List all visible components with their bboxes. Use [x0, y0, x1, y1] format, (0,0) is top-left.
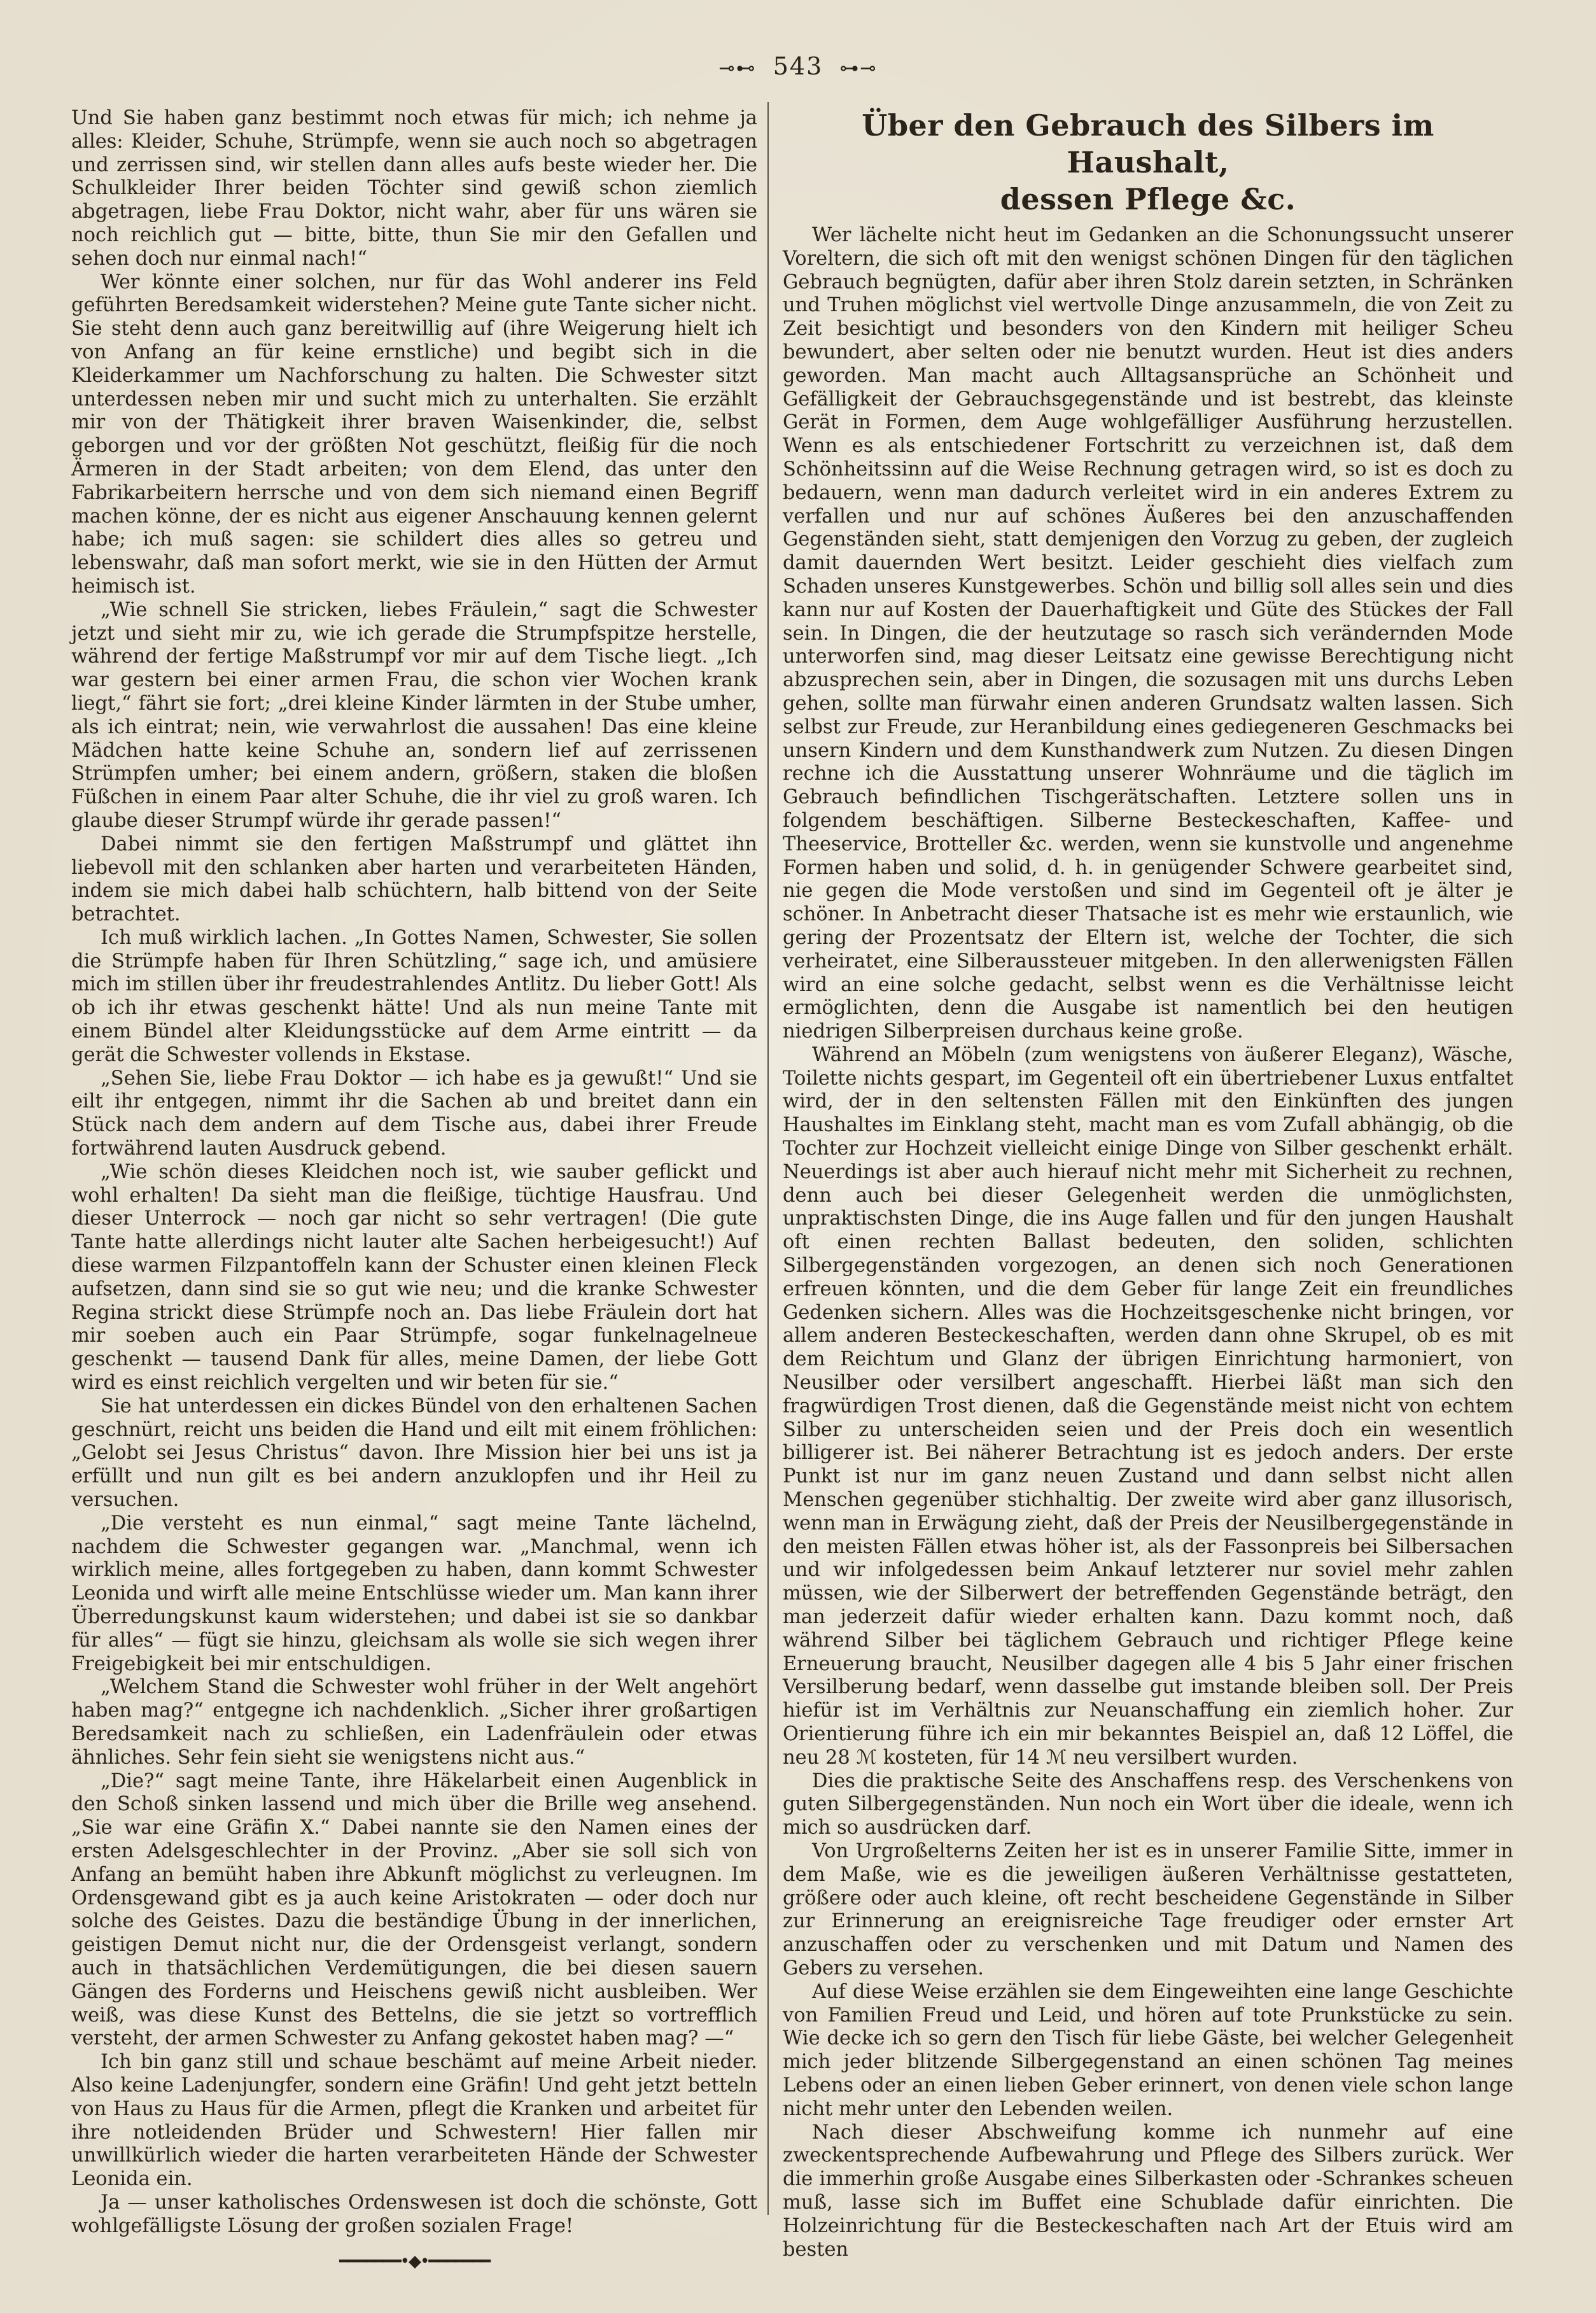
right-ornament-icon: ⊶⊸ — [839, 57, 878, 80]
paragraph: „Welchem Stand die Schwester wohl früher in der Welt angehört haben mag?“ entgegne ich nachdenklich. „Sicher ihrer großartigen Beredsamkeit nach zu schließen, ein Ladenfräulein oder etwas ähnliches. Sehr fein sieht sie wenigstens nicht aus.“ — [71, 1676, 757, 1769]
paragraph: „Wie schnell Sie stricken, liebes Fräulein,“ sagt die Schwester jetzt und sieht mir zu, wie ich gerade die Strumpfspitze herstelle, während der fertige Maßstrumpf vor mir auf dem Tische liegt. „Ich war gestern bei einer armen Frau, die schon vier Wochen krank liegt,“ fährt sie fort; „drei kleine Kinder lärmten in der Stube umher, als ich eintrat; nein, wie verwahrlost die aussahen! Das eine kleine Mädchen hatte keine Schuhe an, sondern lief auf zerrissenen Strümpfen umher; bei einem andern, größern, staken die bloßen Füßchen in einem Paar alter Schuhe, die ihr viel zu groß waren. Ich glaube dieser Strumpf würde ihr gerade passen!“ — [71, 598, 757, 832]
paragraph: Dies die praktische Seite des Anschaffens resp. des Verschenkens von guten Silbergegenständen. Nun noch ein Wort über die ideale, wenn ich mich so ausdrücken darf. — [783, 1769, 1513, 1839]
column-divider — [767, 102, 769, 2215]
page-header — [0, 52, 1596, 80]
paragraph: Wer könnte einer solchen, nur für das Wohl anderer ins Feld geführten Beredsamkeit widerstehen? Meine gute Tante sicher nicht. Sie steht denn auch ganz bereitwillig auf (ihre Weigerung hielt ich von Anfang an für keine ernstliche) und begibt sich in die Kleiderkammer um Nachforschung zu halten. Die Schwester sitzt unterdessen neben mir und sucht mich zu unterhalten. Sie erzählt mir von der Thätigkeit ihrer braven Waisenkinder, die, selbst geborgen und vor der größten Not geschützt, fleißig für die noch Ärmeren in der Stadt arbeiten; von dem Elend, das unter den Fabrikarbeitern herrsche und von dem sich niemand einen Begriff machen könne, der es nicht aus eigener Anschauung kennen gelernt habe; ich muß sagen: sie schildert dies alles so getreu und lebenswahr, daß man sofort merkt, wie sie in den Hütten der Armut heimisch ist. — [71, 271, 757, 598]
paragraph: Von Urgroßelterns Zeiten her ist es in unserer Familie Sitte, immer in dem Maße, wie es die jeweiligen äußeren Verhältnisse gestatteten, größere oder auch kleine, oft recht bescheidene Gegenstände in Silber zur Erinnerung an ereignisreiche Tage freudiger oder ernster Art anzuschaffen oder zu verschenken und mit Datum und Namen des Gebers zu versehen. — [783, 1839, 1513, 1979]
paragraph: „Die?“ sagt meine Tante, ihre Häkelarbeit einen Augenblick in den Schoß sinken lassend und mich über die Brille weg ansehend. „Sie war eine Gräfin X.“ Dabei nannte sie den Namen eines der ersten Adelsgeschlechter in der Provinz. „Aber sie soll sich von Anfang an bemüht haben ihre Abkunft möglichst zu verleugnen. Im Ordensgewand gibt es ja auch keine Aristokraten — oder doch nur solche des Geistes. Dazu die beständige Übung in der innerlichen, geistigen Demut nicht nur, die der Ordensgeist verlangt, sondern auch in thatsächlichen Verdemütigungen, die bei diesen sauern Gängen des Forderns und Heischens gewiß nicht ausbleiben. Wer weiß, was diese Kunst des Bettelns, die sie jetzt so vortrefflich versteht, der armen Schwester zu Anfang gekostet haben mag? —“ — [71, 1769, 757, 2050]
article-title — [783, 107, 1513, 218]
paragraph: Und Sie haben ganz bestimmt noch etwas für mich; ich nehme ja alles: Kleider, Schuhe, Strümpfe, wenn sie auch noch so abgetragen und zerrissen sind, wir stellen dann alles aufs beste wieder her. Die Schulkleider Ihrer beiden Töchter sind gewiß schon ziemlich abgetragen, liebe Frau Doktor, nicht wahr, aber für uns wären sie noch reichlich gut — bitte, bitte, thun Sie mir den Gefallen und sehen doch nur einmal nach!“ — [71, 107, 757, 270]
paragraph: Auf diese Weise erzählen sie dem Eingeweihten eine lange Geschichte von Familien Freud und Leid, und hören auf tote Prunkstücke zu sein. Wie decke ich so gern den Tisch für liebe Gäste, bei welcher Gelegenheit mich jeder blitzende Silbergegenstand an einen schönen Tag meines Lebens oder an einen lieben Geber erinnert, von denen viele schon lange nicht mehr unter den Lebenden weilen. — [783, 1980, 1513, 2120]
paragraph: „Die versteht es nun einmal,“ sagt meine Tante lächelnd, nachdem die Schwester gegangen war. „Manchmal, wenn ich wirklich meine, alles fortgegeben zu haben, dann kommt Schwester Leonida und wirft alle meine Entschlüsse wieder um. Man kann ihrer Überredungskunst kaum widerstehen; und dabei ist sie so dankbar für alles“ — fügt sie hinzu, gleichsam als wolle sie sich wegen ihrer Freigebigkeit bei mir entschuldigen. — [71, 1512, 757, 1675]
article-title-line1: Über den Gebrauch des Silbers im Haushalt, — [862, 108, 1434, 179]
paragraph: Nach dieser Abschweifung komme ich nunmehr auf eine zweckentsprechende Aufbewahrung und Pflege des Silbers zurück. Wer die immerhin große Ausgabe eines Silberkasten oder -Schrankes scheuen muß, lasse sich im Buffet eine Schublade dafür einrichten. Die Holzeinrichtung für die Besteckeschaften nach Art der Etuis wird am besten — [783, 2121, 1513, 2261]
paragraph: Dabei nimmt sie den fertigen Maßstrumpf und glättet ihn liebevoll mit den schlanken aber harten und verarbeiteten Händen, indem sie mich dabei halb schüchtern, halb bittend von der Seite betrachtet. — [71, 833, 757, 926]
paragraph: Wer lächelte nicht heut im Gedanken an die Schonungssucht unserer Voreltern, die sich oft mit den wenigst schönen Dingen für den täglichen Gebrauch begnügten, dafür aber ihren Stolz darein setzten, in Schränken und Truhen möglichst viel wertvolle Dinge anzusammeln, die von Zeit zu Zeit besichtigt und besonders von den Kindern mit heiliger Scheu bewundert, aber selten oder nie benutzt wurden. Heut ist dies anders geworden. Man macht auch Alltagsansprüche an Schönheit und Gefälligkeit der Gebrauchsgegenstände und ist bestrebt, das kleinste Gerät in Formen, dem Auge wohlgefälliger Ausführung herzustellen. Wenn es als entschiedener Fortschritt zu verzeichnen ist, daß dem Schönheitssinn auf die Weise Rechnung getragen wird, so ist es doch zu bedauern, wenn man dadurch verleitet wird in ein anderes Extrem zu verfallen und nur auf schönes Äußeres bei den anzuschaffenden Gegenständen sieht, statt demjenigen den Vorzug zu geben, der zugleich damit dauernden Wert besitzt. Leider geschieht dies vielfach zum Schaden unseres Kunstgewerbes. Schön und billig soll alles sein und dies kann nur auf Kosten der Dauerhaftigkeit und Güte des Stückes der Fall sein. In Dingen, die der heutzutage so rasch sich verändernden Mode unterworfen sind, mag dieser Leitsatz eine gewisse Berechtigung nicht abzusprechen sein, aber in Dingen, die sozusagen mit uns durchs Leben gehen, sollte man fürwahr einen anderen Grundsatz walten lassen. Sich selbst zur Freude, zur Heranbildung eines gediegeneren Geschmacks bei unsern Kindern und dem Kunsthandwerk zum Nutzen. Zu diesen Dingen rechne ich die Ausstattung unserer Wohnräume und die täglich im Gebrauch befindlichen Tischgerätschaften. Letztere sollen uns in folgendem beschäftigen. Silberne Besteckeschaften, Kaffee- und Theeservice, Brotteller &c. werden, wenn sie kunstvolle und angenehme Formen haben und solid, d. h. in genügender Schwere gearbeitet sind, nie gegen die Mode verstoßen und sind im Gegenteil oft je älter je schöner. In Anbetracht dieser Thatsache ist es mehr wie erstaunlich, wie gering der Prozentsatz der Eltern ist, welche der Tochter, die sich verheiratet, eine Silberaussteuer mitgeben. In den allerwenigsten Fällen wird an eine solche gedacht, selbst wenn es die Verhältnisse leicht ermöglichten, denn die Ausgabe ist namentlich bei den heutigen niedrigen Silberpreisen durchaus keine große. — [783, 224, 1513, 1043]
left-ornament-icon: ⊸⊷ — [718, 57, 757, 80]
right-column — [783, 107, 1513, 2261]
paragraph: „Sehen Sie, liebe Frau Doktor — ich habe es ja gewußt!“ Und sie eilt ihr entgegen, nimmt ihr die Sachen ab und breitet dann ein Stück nach dem andern auf dem Tische aus, dabei ihrer Freude fortwährend lauten Ausdruck gebend. — [71, 1067, 757, 1160]
paragraph: Ich bin ganz still und schaue beschämt auf meine Arbeit nieder. Also keine Ladenjungfer, sondern eine Gräfin! Und geht jetzt betteln von Haus zu Haus für die Armen, pflegt die Kranken und arbeitet für ihre notleidenden Brüder und Schwestern! Hier fallen mir unwillkürlich wieder die harten verarbeiteten Hände der Schwester Leonida ein. — [71, 2051, 757, 2191]
left-column — [71, 107, 757, 2273]
end-ornament-icon: ━━━━━━━•◆•━━━━━━━ — [339, 2251, 489, 2271]
paragraph: Ich muß wirklich lachen. „In Gottes Namen, Schwester, Sie sollen die Strümpfe haben für Ihren Schützling,“ sage ich, und amüsiere mich im stillen über ihr freudestrahlendes Antlitz. Du lieber Gott! Als ob ich ihr etwas geschenkt hätte! Und als nun meine Tante mit einem Bündel alter Kleidungsstücke auf dem Arme eintritt — da gerät die Schwester vollends in Ekstase. — [71, 926, 757, 1066]
article-title-line2: dessen Pflege &c. — [1000, 182, 1296, 216]
paragraph: Während an Möbeln (zum wenigstens von äußerer Eleganz), Wäsche, Toilette nichts gespart, im Gegenteil oft ein übertriebener Luxus entfaltet wird, der in den seltensten Fällen mit den Einkünften des jungen Haushaltes im Einklang steht, macht man es vom Zufall abhängig, ob die Tochter zur Hochzeit vielleicht einige Dinge von Silber geschenkt erhält. Neuerdings ist aber auch hierauf nicht mehr mit Sicherheit zu rechnen, denn auch bei dieser Gelegenheit werden die unmöglichsten, unpraktischsten Dinge, die ins Auge fallen und für den jungen Haushalt oft einen rechten Ballast bedeuten, den soliden, schlichten Silbergegenständen vorgezogen, an denen sich noch Generationen erfreuen könnten, und die dem Geber für lange Zeit ein freundliches Gedenken sichern. Alles was die Hochzeitsgeschenke nicht bringen, vor allem anderen Besteckeschaften, werden dann ohne Skrupel, ob es mit dem Reichtum und Glanz der übrigen Einrichtung harmoniert, von Neusilber oder versilbert angeschafft. Hierbei läßt man sich den fragwürdigen Trost dienen, daß die Gegenstände meist nicht von echtem Silber zu unterscheiden seien und der Preis doch ein wesentlich billigerer ist. Bei näherer Betrachtung ist es jedoch anders. Der erste Punkt ist nur im ganz neuen Zustand und dann selbst nicht allen Menschen gegenüber stichhaltig. Der zweite wird aber ganz illusorisch, wenn man in Erwägung zieht, daß der Preis der Neusilbergegenstände in den meisten Fällen etwas höher ist, als der Fassonpreis bei Silbersachen und wir infolgedessen beim Ankauf letzterer nur soviel mehr zahlen müssen, wie der Silberwert der betreffenden Gegenstände beträgt, den man jederzeit dafür wieder erhalten kann. Dazu kommt noch, daß während Silber bei täglichem Gebrauch und richtiger Pflege keine Erneuerung braucht, Neusilber dagegen alle 4 bis 5 Jahr einer frischen Versilberung bedarf, wenn dasselbe gut imstande bleiben soll. Der Preis hiefür ist im Verhältnis zur Neuanschaffung ein ziemlich hoher. Zur Orientierung führe ich ein mir bekanntes Beispiel an, daß 12 Löffel, die neu 28 ℳ kosteten, für 14 ℳ neu versilbert wurden. — [783, 1043, 1513, 1769]
page-number: 543 — [773, 52, 823, 80]
paragraph: Sie hat unterdessen ein dickes Bündel von den erhaltenen Sachen geschnürt, reicht uns beiden die Hand und eilt mit einem fröhlichen: „Gelobt sei Jesus Christus“ davon. Ihre Mission hier bei uns ist ja erfüllt und nun gilt es bei andern anzuklopfen und ihr Heil zu versuchen. — [71, 1395, 757, 1512]
paragraph: „Wie schön dieses Kleidchen noch ist, wie sauber geflickt und wohl erhalten! Da sieht man die fleißige, tüchtige Hausfrau. Und dieser Unterrock — noch gar nicht so sehr vertragen! (Die gute Tante hatte allerdings nicht lauter alte Sachen herbeigesucht!) Auf diese warmen Filzpantoffeln kann der Schuster einen kleinen Fleck aufsetzen, dann sind sie so gut wie neu; und die kranke Schwester Regina strickt diese Strümpfe noch an. Das liebe Fräulein dort hat mir soeben auch ein Paar Strümpfe, sogar funkelnagelneue geschenkt — tausend Dank für alles, meine Damen, der liebe Gott wird es einst reichlich vergelten und wir beten für sie.“ — [71, 1160, 757, 1395]
paragraph: Ja — unser katholisches Ordenswesen ist doch die schönste, Gott wohlgefälligste Lösung der großen sozialen Frage! — [71, 2191, 757, 2237]
